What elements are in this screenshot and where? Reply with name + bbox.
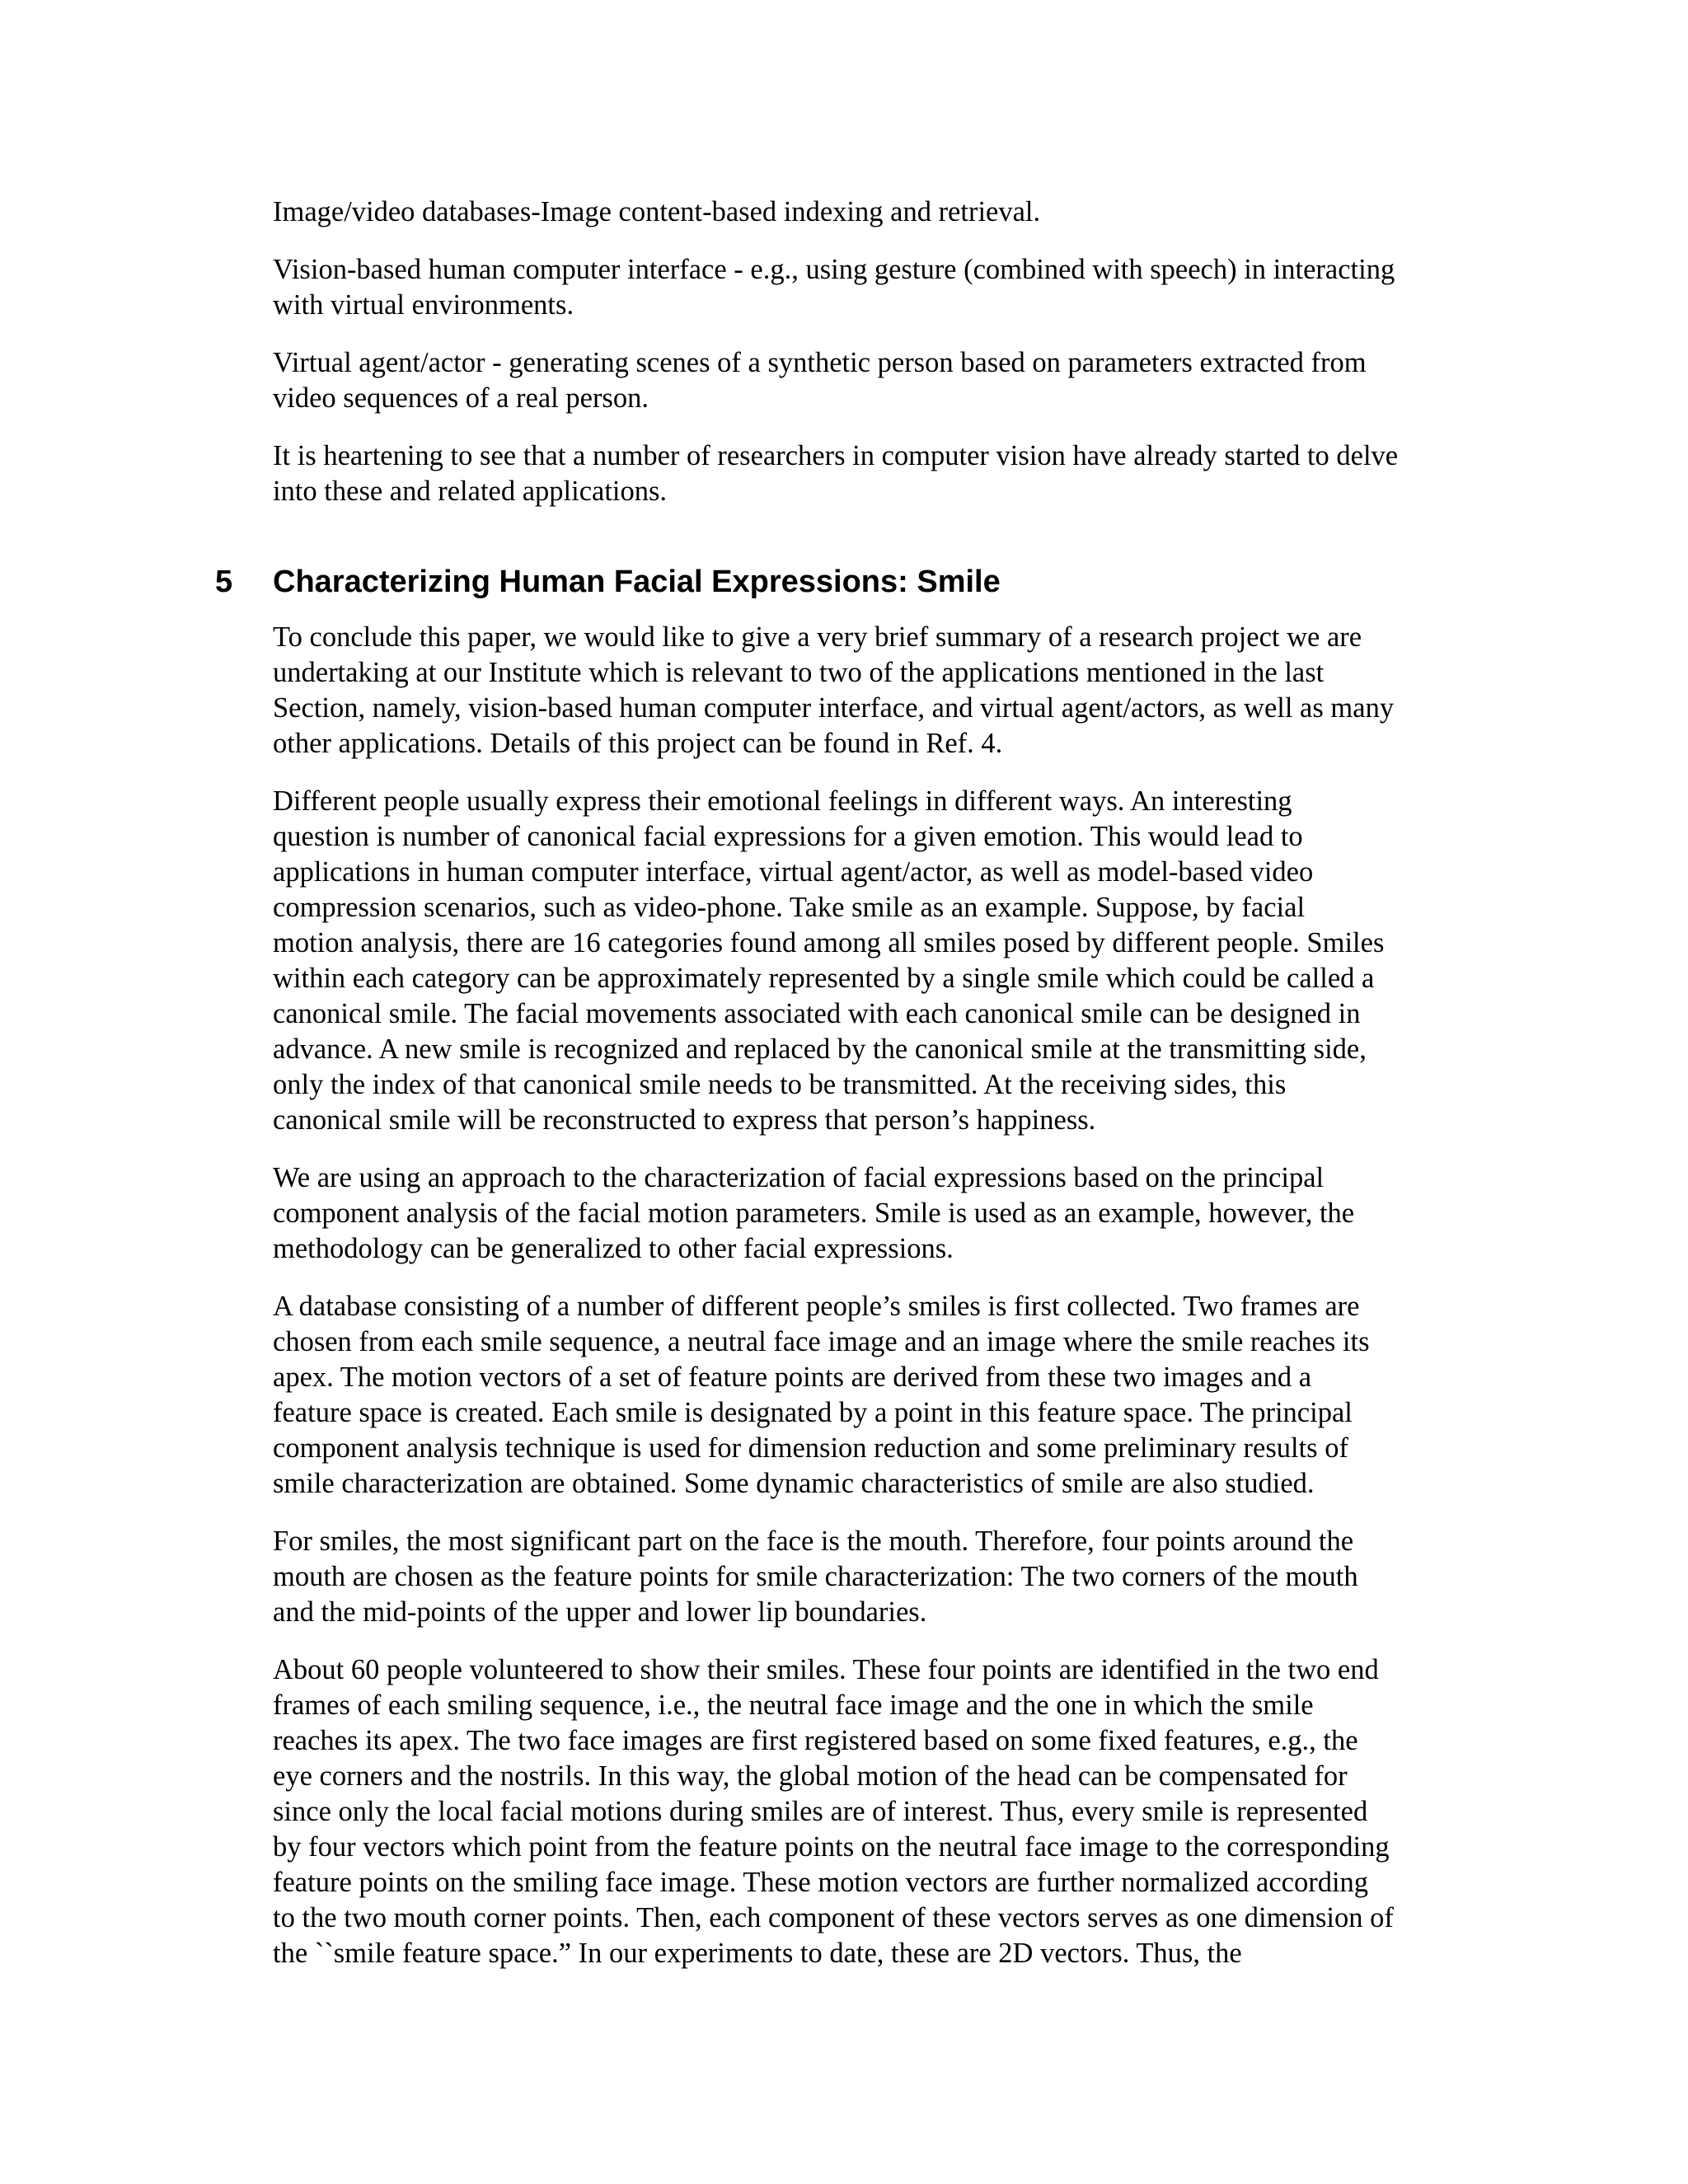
- text-line: frames of each smiling sequence, i.e., the neutral face image and the one in which the smile: [273, 1690, 1314, 1721]
- text-line: feature points on the smiling face image. These motion vectors are further normalized according: [273, 1867, 1369, 1898]
- text-line: For smiles, the most significant part on the face is the mouth. Therefore, four points around the: [273, 1526, 1354, 1557]
- text-line: To conclude this paper, we would like to give a very brief summary of a research project we are: [273, 621, 1362, 653]
- section-number: 5: [215, 565, 233, 599]
- paragraph: [273, 438, 1476, 509]
- text-line: other applications. Details of this project can be found in Ref. 4.: [273, 728, 1003, 759]
- text-line: chosen from each smile sequence, a neutral face image and an image where the smile reaches its: [273, 1326, 1370, 1357]
- text-line: motion analysis, there are 16 categories found among all smiles posed by different people. Smiles: [273, 927, 1385, 958]
- text-line: question is number of canonical facial expressions for a given emotion. This would lead to: [273, 821, 1303, 852]
- section-paragraphs: [273, 620, 1476, 1971]
- text-line: methodology can be generalized to other facial expressions.: [273, 1233, 954, 1264]
- paragraph: [273, 345, 1476, 416]
- text-line: into these and related applications.: [273, 476, 668, 507]
- text-line: smile characterization are obtained. Some dynamic characteristics of smile are also studied.: [273, 1468, 1315, 1499]
- text-line: Different people usually express their emotional feelings in different ways. An interesting: [273, 785, 1292, 817]
- paragraph: [273, 1524, 1476, 1630]
- text-line: It is heartening to see that a number of researchers in computer vision have already started to delve: [273, 440, 1399, 471]
- text-line: within each category can be approximately represented by a single smile which could be called a: [273, 963, 1375, 994]
- text-line: canonical smile. The facial movements associated with each canonical smile can be designed in: [273, 998, 1361, 1029]
- intro-paragraphs: [273, 194, 1476, 509]
- text-line: component analysis of the facial motion parameters. Smile is used as an example, however, the: [273, 1197, 1355, 1229]
- text-line: mouth are chosen as the feature points for smile characterization: The two corners of the mouth: [273, 1561, 1358, 1592]
- section-heading: [215, 562, 1476, 602]
- section-title: Characterizing Human Facial Expressions: Smile: [273, 565, 1001, 599]
- text-line: component analysis technique is used for dimension reduction and some preliminary results of: [273, 1432, 1348, 1464]
- text-line: undertaking at our Institute which is relevant to two of the applications mentioned in the last: [273, 657, 1325, 688]
- text-line: About 60 people volunteered to show their smiles. These four points are identified in the two end: [273, 1654, 1379, 1685]
- paragraph: [273, 252, 1476, 323]
- page-content: [215, 194, 1476, 1994]
- text-line: Section, namely, vision-based human computer interface, and virtual agent/actors, as well as many: [273, 692, 1395, 724]
- text-line: to the two mouth corner points. Then, each component of these vectors serves as one dimension of: [273, 1902, 1394, 1933]
- text-line: Image/video databases-Image content-based indexing and retrieval.: [273, 196, 1041, 227]
- text-line: feature space is created. Each smile is designated by a point in this feature space. The principal: [273, 1397, 1353, 1428]
- paragraph: [273, 1652, 1476, 1971]
- text-line: Vision-based human computer interface - e.g., using gesture (combined with speech) in interacting: [273, 254, 1395, 285]
- text-line: video sequences of a real person.: [273, 382, 649, 414]
- text-line: Virtual agent/actor - generating scenes of a synthetic person based on parameters extracted from: [273, 347, 1367, 378]
- text-line: reaches its apex. The two face images are first registered based on some fixed features, e.g., the: [273, 1725, 1358, 1756]
- text-line: canonical smile will be reconstructed to express that person’s happiness.: [273, 1104, 1096, 1136]
- text-line: advance. A new smile is recognized and replaced by the canonical smile at the transmitting side,: [273, 1033, 1367, 1065]
- text-line: by four vectors which point from the feature points on the neutral face image to the corresponding: [273, 1831, 1390, 1863]
- text-line: since only the local facial motions during smiles are of interest. Thus, every smile is represented: [273, 1796, 1368, 1827]
- text-line: and the mid-points of the upper and lower lip boundaries.: [273, 1596, 927, 1628]
- text-line: We are using an approach to the characterization of facial expressions based on the principal: [273, 1162, 1325, 1193]
- paragraph: [273, 620, 1476, 762]
- text-line: compression scenarios, such as video-phone. Take smile as an example. Suppose, by facial: [273, 892, 1306, 923]
- text-line: apex. The motion vectors of a set of feature points are derived from these two images and a: [273, 1361, 1312, 1393]
- paragraph: [273, 784, 1476, 1138]
- text-line: with virtual environments.: [273, 289, 574, 321]
- text-line: only the index of that canonical smile needs to be transmitted. At the receiving sides, this: [273, 1069, 1287, 1100]
- text-line: A database consisting of a number of different people’s smiles is first collected. Two frames are: [273, 1291, 1360, 1322]
- text-line: eye corners and the nostrils. In this way, the global motion of the head can be compensated for: [273, 1760, 1348, 1792]
- text-line: applications in human computer interface, virtual agent/actor, as well as model-based video: [273, 856, 1314, 888]
- paragraph: [273, 1160, 1476, 1267]
- paragraph: [273, 1289, 1476, 1502]
- paragraph: [273, 194, 1476, 230]
- text-line: the ``smile feature space.” In our experiments to date, these are 2D vectors. Thus, the: [273, 1938, 1242, 1969]
